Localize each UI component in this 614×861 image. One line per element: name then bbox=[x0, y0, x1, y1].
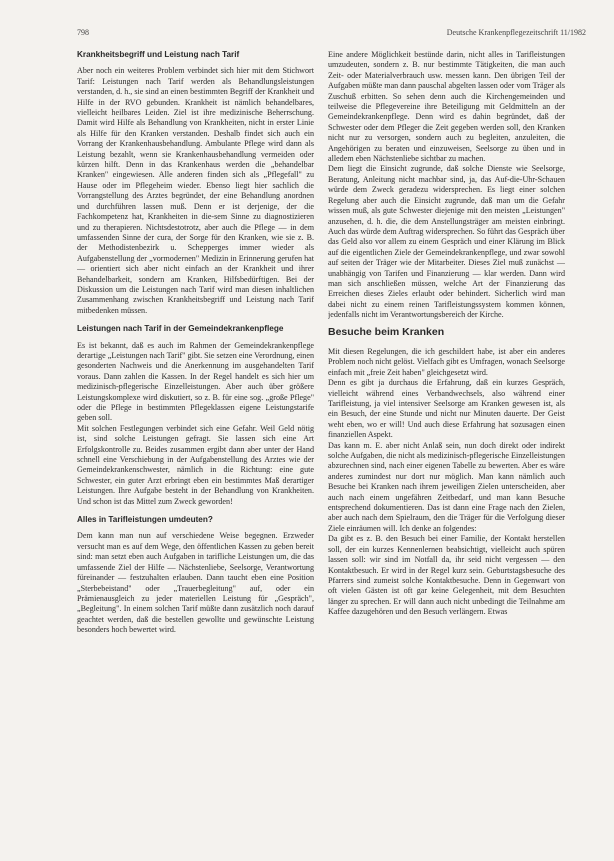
paragraph: Eine andere Möglichkeit bestünde darin, nicht alles in Tarifleistungen umzudeuten, sondern z. B. nur bestimmte Tätigkeiten, die man auch Zeit- oder Materialverbrauch usw. messen kann. Den übrigen Teil der Aufgaben müßte man dann pauschal abgelten lassen oder vom Träger als Zuschuß erbitten. So sehen denn auch die Kirchengemeinden und teilweise die Pflegevereine ihre Beteiligung mit Geldmitteln an der Gemeindekrankenpflege. Denn wird es dahin begründet, daß der Schwester oder dem Pfleger die Zeit gegeben werden soll, den Kranken nicht nur zu versorgen, sondern auch zu begleiten, anzuleiten, die Angehörigen zu beraten und einzuweisen, Seelsorge zu üben und in alledem eben Nächstenliebe sichtbar zu machen. bbox=[328, 50, 565, 164]
paragraph: Mit solchen Festlegungen verbindet sich eine Gefahr. Weil Geld nötig ist, sind solche Leistungen gefragt. Sie lassen sich eine Art Erfolgskontrolle zu. Beides zusammen ergibt dann aber unter der Hand schnell eine Verschiebung in der Aufgabenstellung des Arztes wie der Gemeindekrankenschwester, nämlich in die Richtung: eine gute Schwester, ein guter Arzt erbringt eben ein bestimmtes Maß derartiger Leistungen. Ihre Aufgabe besteht in der Behandlung von Krankheiten. Und schon ist das Mittel zum Zweck geworden! bbox=[77, 423, 314, 506]
running-head bbox=[77, 28, 586, 40]
section-heading-krankheitsbegriff: Krankheitsbegriff und Leistung nach Tarif bbox=[77, 50, 240, 59]
section-heading-gemeindekrankenpflege: Leistungen nach Tarif in der Gemeindekrankenpflege bbox=[77, 324, 284, 334]
left-column bbox=[77, 50, 314, 850]
paragraph: Dem kann man nun auf verschiedene Weise begegnen. Erzweder versucht man es auf dem Wege, den öffentlichen Kassen zu geben bereit sind: man setzt eben auch Aufgaben in tarifliche Leistungen um, die das umfassende Ziel der Hilfe — Nächstenliebe, Seelsorge, Verantwortung füreinander — festzuhalten erlauben. Dann taucht eben eine Position „Sterbebeistand" oder „Trauerbegleitung" auf, oder ein Prämienausgleich zu jeder materiellen Leistung für „Gespräch", „Begleitung". In einem solchen Tarif müßte dann zusätzlich noch darauf geachtet werden, daß die bestellen gewollte und gewünschte Leistung besonders hoch bewertet wird. bbox=[77, 531, 314, 635]
paragraph: Da gibt es z. B. den Besuch bei einer Familie, der Kontakt herstellen soll, der ein kurzes Kennenlernen beabsichtigt, vielleicht auch spüren lassen soll: wir sind im Notfall da, ihr seid nicht vergessen — den Kontaktbesuch. Er wird in der Regel kurz sein. Geburtstagsbesuche des Pfarrers sind zumeist solche Kontaktbesuche. Denn in Gegenwart von oft vielen Gästen ist oft gar keine Gelegenheit, mit dem Besuchten länger zu sprechen. Er will dann auch nicht unbedingt die Teilnahme am Kaffee dazugehören und den Besuch verlängern. Etwas bbox=[328, 534, 565, 617]
paragraph: Denn es gibt ja durchaus die Erfahrung, daß ein kurzes Gespräch, vielleicht während eines Verbandwechsels, also während einer Tarifleistung, ja viel intensiver Seelsorge am Kranken gewesen ist, als ein Besuch, der eine Stunde und nicht nur Minuten dauerte. Der Geist weht eben, wo er will! Und auch diese Erfahrung hat sozusagen einen finanziellen Aspekt. bbox=[328, 378, 565, 440]
section-heading-tarifleistungen: Alles in Tarifleistungen umdeuten? bbox=[77, 515, 213, 525]
right-column bbox=[328, 50, 565, 850]
section-heading-besuche: Besuche beim Kranken bbox=[328, 325, 445, 338]
paragraph: Es ist bekannt, daß es auch im Rahmen der Gemeindekrankenpflege derartige „Leistungen nach Tarif" gibt. Sie setzen eine Verordnung, einen gesonderten Nachweis und die Anerkennung im ausgehandelten Tarif voraus. Dann zahlen die Kassen. In der Regel handelt es sich hier um medizinisch-pflegerische Einzelleistungen. Aber auch über größere Leistungskomplexe wird diskutiert, so z. B. für eine sog. „große Pflege" oder die Pflege in bestimmten Pflegeklassen eigene Leistungstarife geben soll. bbox=[77, 340, 314, 423]
paragraph: Mit diesen Regelungen, die ich geschildert habe, ist aber ein anderes Problem noch nicht gelöst. Vielfach gibt es Umfragen, wonach Seelsorge einfach mit „freie Zeit haben" gleichgesetzt wird. bbox=[328, 346, 565, 377]
page-number: 798 bbox=[77, 28, 89, 37]
journal-title: Deutsche Krankenpflegezeitschrift 11/1982 bbox=[446, 28, 586, 37]
text-columns bbox=[77, 50, 586, 850]
paragraph: Das kann m. E. aber nicht Anlaß sein, nun doch direkt oder indirekt solche Aufgaben, die nicht als medizinisch-pflegerische Einzelleistungen abzurechnen sind, nach einer eigenen Tabelle zu bewerten. Aber es wäre anderes zumindest nur dort nur möglich. Man kann nämlich auch Besuche bei Kranken nach ihrem jeweiligen Zielen unterscheiden, aber auch nach einem ungefähren Zeitbedarf, und man kann Besuche entsprechend dokumentieren. Das ist dann eine Frage nach den Zielen, aber auch nach dem Spielraum, den die Träger für die Verfolgung dieser Ziele einräumen will. Ich denke an folgendes: bbox=[328, 440, 565, 533]
paragraph: Dem liegt die Einsicht zugrunde, daß solche Dienste wie Seelsorge, Beratung, Anleitung nicht machbar sind, ja, das Auf-die-Uhr-Schauen würde dem Zweck geradezu widersprechen. Es liegt einer solchen Regelung aber auch die Einsicht zugrunde, daß man um die Gefahr wissen muß, als gute Schwester diejenige mit den meisten „Leistungen" anzusehen, d. h. die, die dem Anstellungsträger am meisten einbringt. Auch das würde dem Auftrag widersprechen. So führt das Gespräch über das Geld also vor allem zu einem Gespräch und einer Klärung im Blick auf die eigentlichen Ziele der Gemeindekrankenpflege, und zwar sowohl auf seiten der Träger wie der Mitarbeiter. Dieses Ziel muß zunächst — unabhängig von Tarifen und Finanzierung — klar werden. Dann wird man sich anschließen müssen, welche Art der Finanzierung das Erreichen dieses Zieles erlaubt oder behindert. Sicherlich wird man dabei nicht zu einem reinen Tarifleistungssystem kommen können, jedenfalls nicht im Verantwortungsbereich der Kirche. bbox=[328, 164, 565, 320]
paragraph: Aber noch ein weiteres Problem verbindet sich hier mit dem Stichwort Tarif: Leistungen nach Tarif werden als Behandlungsleistungen verstanden, d. h., sie sind an einen bestimmten Begriff der Krankheit und Hilfe in der RVO gebunden. Krankheit ist nämlich behandelbares, vielleicht heilbares Leiden. Ziel ist ihre medizinische Beherrschung. Damit wird Hilfe als Behandlung von Krankheiten, nicht in erster Linie als Hilfe für den Kranken verstanden. Deshalb findet sich auch ein Vorrang der Krankenhausbehandlung. Ambulante Pflege wird dann als Leistung bezahlt, wenn sie Krankenhausbehandlung vermeiden oder kürzen hilft. Denn in das Krankenhaus werden die „behandelbar Kranken" eingewiesen. Alle anderen finden sich als „Pflegefall" zu Hause oder im Pflegeheim wieder. Ebenso liegt hier sachlich die Vorrangstellung des Arztes begründet, der eine Behandlung anordnen und durchführen lassen muß. Denn er ist derjenige, der die Fachkompetenz hat, Krankheiten in die-sem Sinne zu diagnostizieren und zu therapieren. Nichtsdestotrotz, aber auch die Pflege — in dem umfassenden Sinne der cura, der Sorge für den Kranken, wie sie z. B. der Methodistenbezirk u. Schepperges immer wieder als Aufgabenstellung der „vormodernen" Medizin in Erinnerung gerufen hat — orientiert sich aber nicht einfach an der Krankheit und ihrer Behandelbarkeit, sondern am Kranken, Hilfsbedürftigen. Bei der Diskussion um die Leistungen nach Tarif wird man diesen inhaltlichen Zusammenhang zwischen Krankheitsbegriff und Leistung nach Tarif mitbedenken müssen. bbox=[77, 66, 314, 315]
